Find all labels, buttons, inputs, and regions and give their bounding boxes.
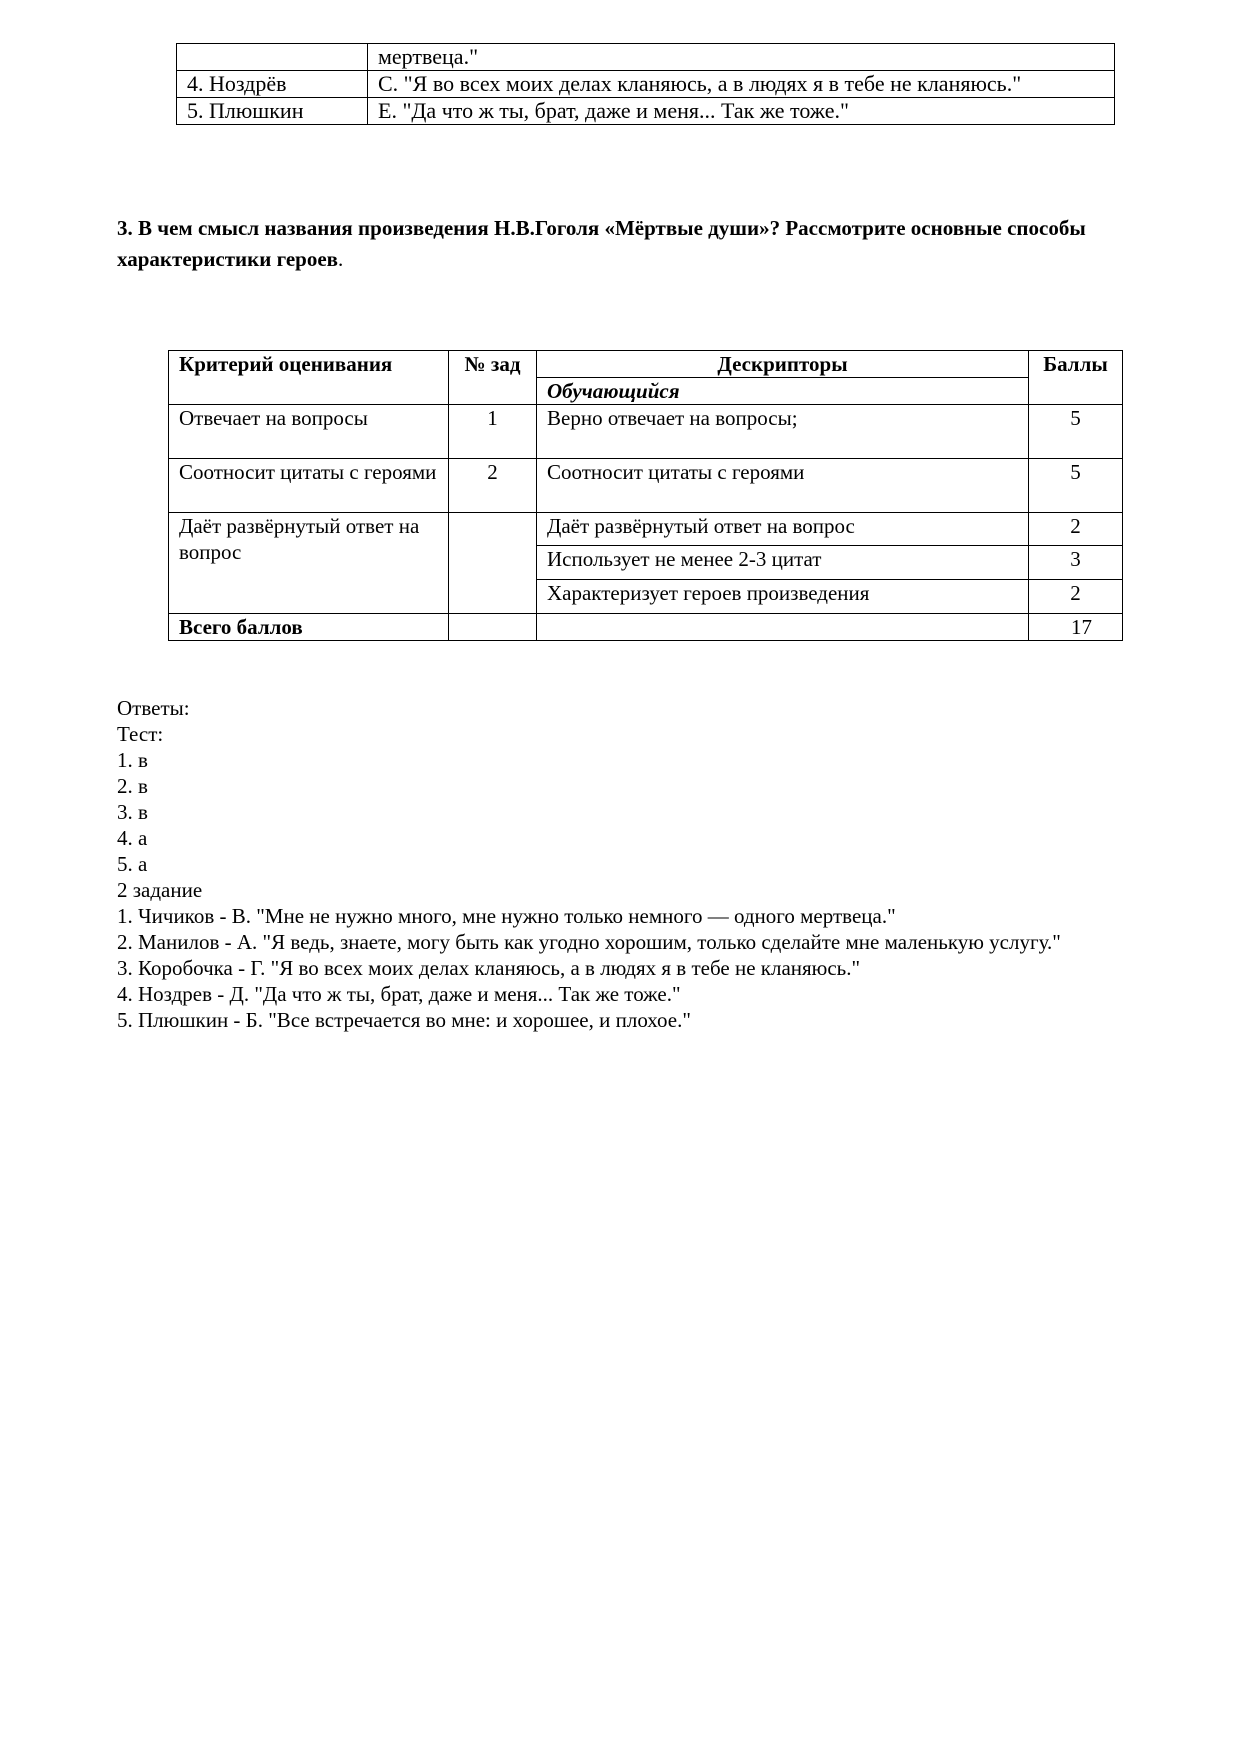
- task-cell: 2: [449, 459, 537, 513]
- total-row: [169, 614, 1123, 641]
- hero-cell: 4. Ноздрёв: [177, 71, 368, 98]
- question-3: [117, 213, 1117, 275]
- answer-line: 2. в: [117, 774, 148, 798]
- header-points: Баллы: [1029, 351, 1123, 405]
- header-criterion: Критерий оценивания: [169, 351, 449, 405]
- criterion-cell: Отвечает на вопросы: [169, 405, 449, 459]
- answer-line: 2 задание: [117, 878, 203, 902]
- quote-matching-table: [176, 43, 1115, 125]
- quote-cell: С. "Я во всех моих делах кланяюсь, а в людях я в тебе не кланяюсь.": [368, 71, 1115, 98]
- descriptor-cell: Соотносит цитаты с героями: [537, 459, 1029, 513]
- criterion-cell: Даёт развёрнутый ответ на вопрос: [169, 513, 449, 614]
- answers-section: [117, 695, 1061, 1033]
- answer-line: 3. Коробочка - Г. "Я во всех моих делах кланяюсь, а в людях я в тебе не кланяюсь.": [117, 956, 861, 980]
- quote-cell: мертвеца.": [368, 44, 1115, 71]
- points-cell: 5: [1029, 459, 1123, 513]
- hero-cell: [177, 44, 368, 71]
- total-points: 17: [1029, 614, 1123, 641]
- table-row: [169, 459, 1123, 513]
- answer-line: 4. а: [117, 826, 148, 850]
- answer-line: 4. Ноздрев - Д. "Да что ж ты, брат, даже и меня... Так же тоже.": [117, 982, 681, 1006]
- header-descriptors: Дескрипторы: [537, 351, 1029, 378]
- answer-line: 1. Чичиков - В. "Мне не нужно много, мне нужно только немного — одного мертвеца.": [117, 904, 896, 928]
- table-row: [177, 44, 1115, 71]
- empty-cell: [537, 614, 1029, 641]
- descriptor-cell: Использует не менее 2-3 цитат: [537, 546, 1029, 580]
- question-3-text: 3. В чем смысл названия произведения Н.В.Гоголя «Мёртвые души»? Рассмотрите основные способы характеристики героев: [117, 216, 1086, 271]
- table-row: [177, 98, 1115, 125]
- descriptor-cell: Характеризует героев произведения: [537, 580, 1029, 614]
- points-cell: 3: [1029, 546, 1123, 580]
- header-row: [169, 351, 1123, 378]
- quote-cell: Е. "Да что ж ты, брат, даже и меня... Так же тоже.": [368, 98, 1115, 125]
- table-row: [169, 513, 1123, 546]
- answer-line: Тест:: [117, 722, 164, 746]
- table-row: [177, 71, 1115, 98]
- hero-cell: 5. Плюшкин: [177, 98, 368, 125]
- criteria-table: [168, 350, 1123, 641]
- points-cell: 2: [1029, 580, 1123, 614]
- header-task: № зад: [449, 351, 537, 405]
- question-3-tail: .: [338, 247, 344, 271]
- answer-line: 2. Манилов - А. "Я ведь, знаете, могу быть как угодно хорошим, только сделайте мне маленькую услугу.": [117, 930, 1061, 954]
- empty-cell: [449, 614, 537, 641]
- table-row: [169, 405, 1123, 459]
- answer-line: 3. в: [117, 800, 148, 824]
- subheader-learner: Обучающийся: [537, 378, 1029, 405]
- total-label: Всего баллов: [169, 614, 449, 641]
- descriptor-cell: Даёт развёрнутый ответ на вопрос: [537, 513, 1029, 546]
- task-cell: 1: [449, 405, 537, 459]
- points-cell: 5: [1029, 405, 1123, 459]
- answer-line: Ответы:: [117, 696, 190, 720]
- task-cell: [449, 513, 537, 614]
- answer-line: 5. Плюшкин - Б. "Все встречается во мне: и хорошее, и плохое.": [117, 1008, 691, 1032]
- points-cell: 2: [1029, 513, 1123, 546]
- descriptor-cell: Верно отвечает на вопросы;: [537, 405, 1029, 459]
- criterion-cell: Соотносит цитаты с героями: [169, 459, 449, 513]
- answer-line: 1. в: [117, 748, 148, 772]
- answer-line: 5. а: [117, 852, 148, 876]
